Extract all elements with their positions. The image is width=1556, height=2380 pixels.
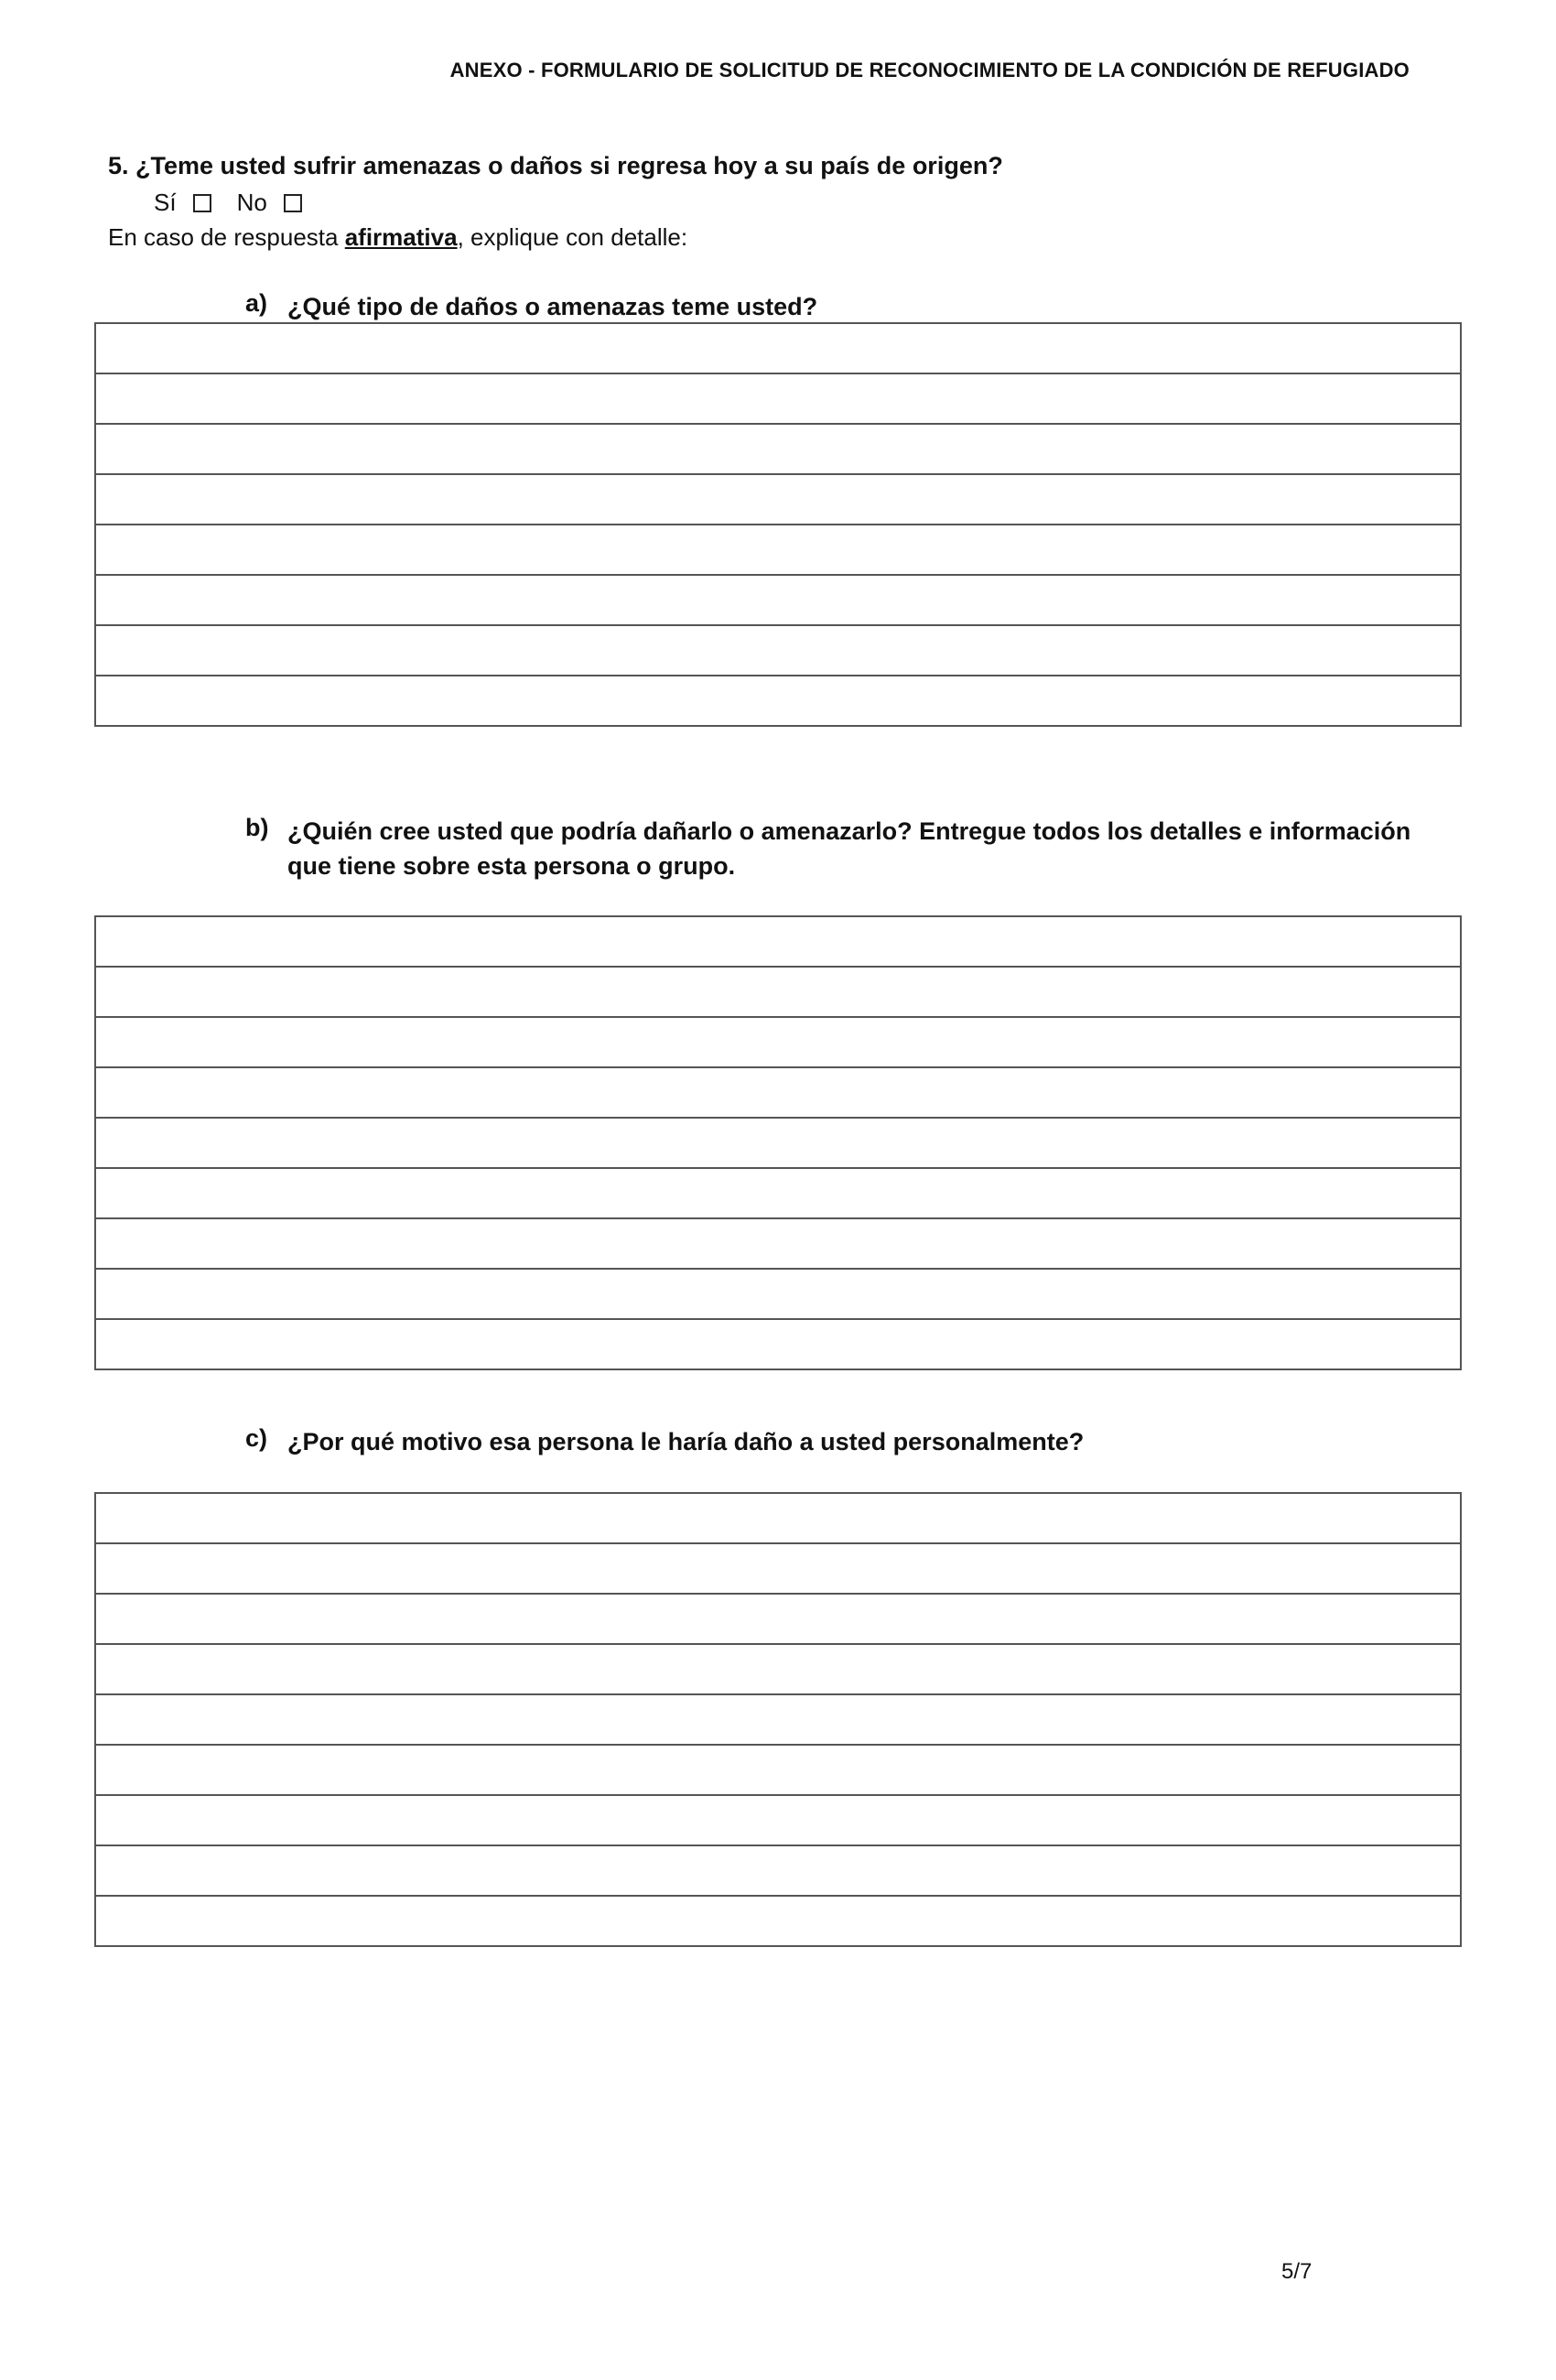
answer-cell[interactable] [95, 373, 1461, 424]
answer-cell[interactable] [95, 1493, 1461, 1543]
answer-table-b [94, 915, 1462, 1370]
answer-cell[interactable] [95, 967, 1461, 1017]
instruction-suffix: , explique con detalle: [457, 223, 688, 251]
sub-question-b-text: ¿Quién cree usted que podría dañarlo o amenazarlo? Entregue todos los detalles e información que tiene sobre esta persona o grupo. [287, 817, 1411, 880]
question-5-title: 5. ¿Teme usted sufrir amenazas o daños si regresa hoy a su país de origen? [108, 152, 1003, 179]
answer-row [95, 1017, 1461, 1067]
answer-row [95, 967, 1461, 1017]
option-yes-label: Sí [154, 189, 177, 216]
answer-row [95, 676, 1461, 726]
option-no[interactable] [237, 189, 302, 217]
answer-cell[interactable] [95, 424, 1461, 474]
sub-question-b [245, 814, 1450, 883]
sub-question-a [245, 289, 1450, 324]
question-5-instruction [108, 223, 687, 252]
sub-question-a-text: ¿Qué tipo de daños o amenazas teme usted? [287, 293, 818, 320]
answer-cell[interactable] [95, 525, 1461, 575]
answer-cell[interactable] [95, 1017, 1461, 1067]
answer-row [95, 575, 1461, 625]
answer-cell[interactable] [95, 625, 1461, 676]
answer-row [95, 525, 1461, 575]
answer-cell[interactable] [95, 1896, 1461, 1946]
answer-row [95, 1694, 1461, 1745]
answer-row [95, 1269, 1461, 1319]
answer-cell[interactable] [95, 1594, 1461, 1644]
answer-cell[interactable] [95, 1745, 1461, 1795]
answer-row [95, 1218, 1461, 1269]
option-no-label: No [236, 189, 267, 216]
page-header-title: ANEXO - FORMULARIO DE SOLICITUD DE RECONOCIMIENTO DE LA CONDICIÓN DE REFUGIADO [449, 59, 1410, 81]
answer-row [95, 373, 1461, 424]
answer-row [95, 1745, 1461, 1795]
sub-question-c [245, 1424, 1450, 1459]
sub-question-c-text: ¿Por qué motivo esa persona le haría daño a usted personalmente? [287, 1428, 1085, 1455]
answer-row [95, 1067, 1461, 1118]
answer-row [95, 1543, 1461, 1594]
answer-cell[interactable] [95, 1067, 1461, 1118]
answer-row [95, 1795, 1461, 1845]
answer-cell[interactable] [95, 1118, 1461, 1168]
answer-cell[interactable] [95, 916, 1461, 967]
page-number: 5/7 [1281, 2259, 1313, 2284]
answer-row [95, 1594, 1461, 1644]
answer-cell[interactable] [95, 676, 1461, 726]
no-checkbox[interactable] [284, 194, 302, 212]
answer-cell[interactable] [95, 323, 1461, 373]
answer-row [95, 1493, 1461, 1543]
answer-row [95, 1319, 1461, 1369]
option-yes[interactable] [154, 189, 211, 217]
answer-row [95, 625, 1461, 676]
answer-cell[interactable] [95, 1644, 1461, 1694]
instruction-prefix: En caso de respuesta [108, 223, 345, 251]
answer-cell[interactable] [95, 1218, 1461, 1269]
answer-row [95, 424, 1461, 474]
answer-row [95, 1118, 1461, 1168]
answer-cell[interactable] [95, 575, 1461, 625]
answer-cell[interactable] [95, 1269, 1461, 1319]
answer-cell[interactable] [95, 1795, 1461, 1845]
answer-cell[interactable] [95, 1543, 1461, 1594]
sub-question-a-letter: a) [245, 289, 268, 317]
answer-cell[interactable] [95, 474, 1461, 525]
answer-row [95, 1644, 1461, 1694]
answer-table-c [94, 1492, 1462, 1947]
answer-row [95, 1168, 1461, 1218]
answer-table-a [94, 322, 1462, 727]
answer-row [95, 323, 1461, 373]
answer-row [95, 1896, 1461, 1946]
question-5-options [154, 189, 328, 217]
answer-cell[interactable] [95, 1694, 1461, 1745]
instruction-emphasis: afirmativa [344, 223, 458, 251]
answer-row [95, 916, 1461, 967]
answer-row [95, 474, 1461, 525]
answer-cell[interactable] [95, 1319, 1461, 1369]
yes-checkbox[interactable] [193, 194, 211, 212]
sub-question-b-letter: b) [245, 814, 269, 841]
answer-row [95, 1845, 1461, 1896]
answer-cell[interactable] [95, 1845, 1461, 1896]
answer-cell[interactable] [95, 1168, 1461, 1218]
sub-question-c-letter: c) [245, 1424, 268, 1452]
